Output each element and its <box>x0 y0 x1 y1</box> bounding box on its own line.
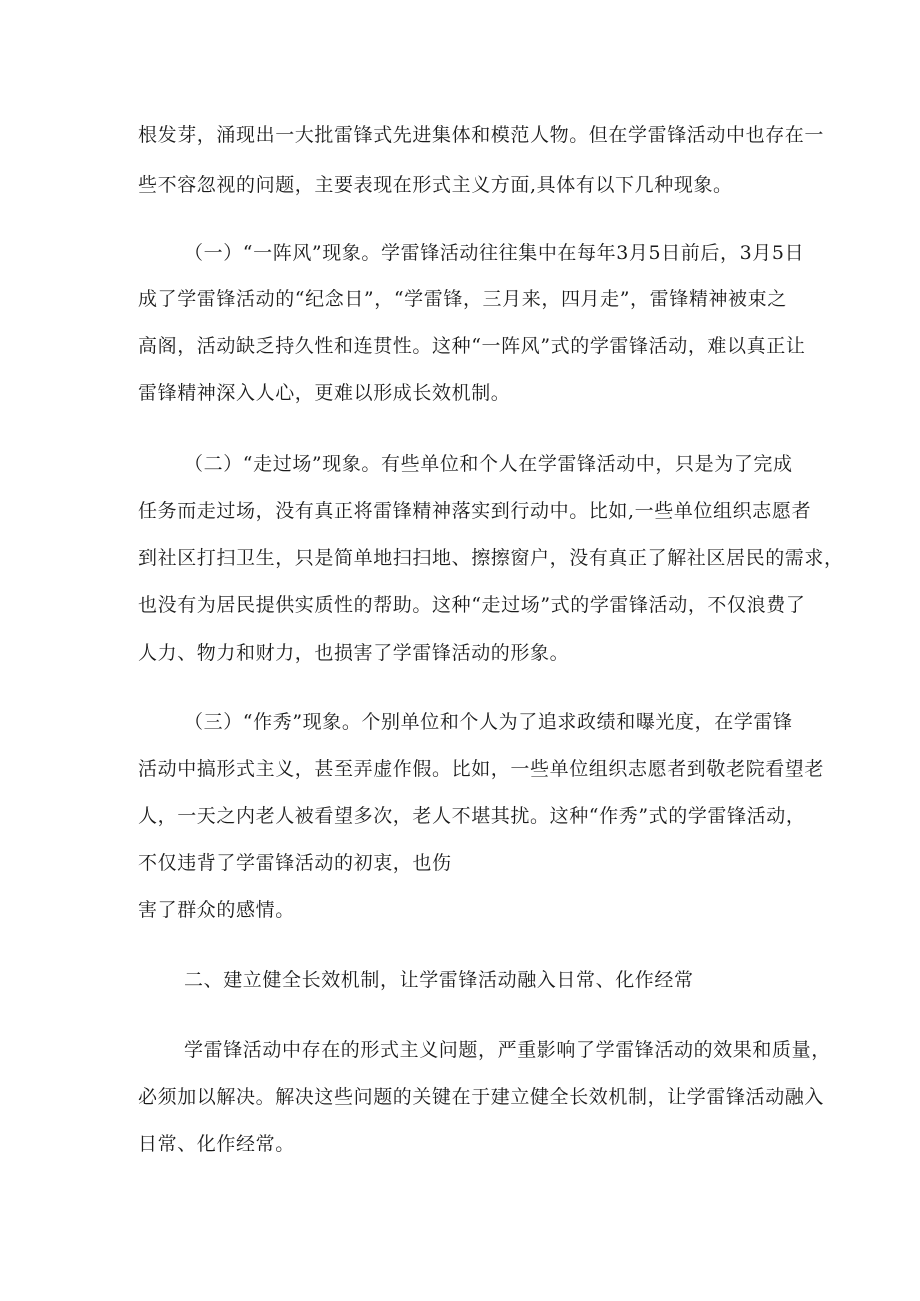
section-heading: 二、建立健全长效机制，让学雷锋活动融入日常、化作经常 <box>184 969 694 991</box>
paragraph-four-line-3: 日常、化作经常。 <box>138 1133 295 1155</box>
paragraph-two-line-1: （二）“走过场”现象。有些单位和个人在学雷锋活动中，只是为了完成 <box>184 453 793 475</box>
paragraph-intro-line-2: 些不容忽视的问题，主要表现在形式主义方面,具体有以下几种现象。 <box>138 174 733 196</box>
paragraph-three-line-3: 人，一天之内老人被看望多次，老人不堪其扰。这种“作秀”式的学雷锋活动， <box>138 805 806 827</box>
paragraph-four-line-2: 必须加以解决。解决这些问题的关键在于建立健全长效机制，让学雷锋活动融入 <box>138 1086 825 1108</box>
paragraph-two-line-4: 也没有为居民提供实质性的帮助。这种“走过场”式的学雷锋活动，不仅浪费了 <box>138 594 806 616</box>
paragraph-two-line-5: 人力、物力和财力，也损害了学雷锋活动的形象。 <box>138 642 570 664</box>
paragraph-one-line-4: 雷锋精神深入人心，更难以形成长效机制。 <box>138 382 511 404</box>
paragraph-three-line-5: 害了群众的感情。 <box>138 899 295 921</box>
paragraph-three-line-4: 不仅违背了学雷锋活动的初衷，也伤 <box>138 852 452 874</box>
paragraph-intro-line-1: 根发芽，涌现出一大批雷锋式先进集体和模范人物。但在学雷锋活动中也存在一 <box>138 124 825 146</box>
paragraph-three-line-2: 活动中搞形式主义，甚至弄虚作假。比如，一些单位组织志愿者到敬老院看望老 <box>138 758 825 780</box>
paragraph-one-line-1: （一）“一阵风”现象。学雷锋活动往往集中在每年3月5日前后，3月5日 <box>184 242 805 264</box>
paragraph-three-line-1: （三）“作秀”现象。个别单位和个人为了追求政绩和曝光度，在学雷锋 <box>184 711 793 733</box>
paragraph-four-line-1: 学雷锋活动中存在的形式主义问题，严重影响了学雷锋活动的效果和质量， <box>184 1039 831 1061</box>
paragraph-two-line-2: 任务而走过场，没有真正将雷锋精神落实到行动中。比如,一些单位组织志愿者 <box>138 500 812 522</box>
paragraph-one-line-2: 成了学雷锋活动的“纪念日”，“学雷锋，三月来，四月走”，雷锋精神被束之 <box>138 288 787 310</box>
paragraph-one-line-3: 高阁，活动缺乏持久性和连贯性。这种“一阵风”式的学雷锋活动，难以真正让 <box>138 335 806 357</box>
paragraph-two-line-3: 到社区打扫卫生，只是简单地扫扫地、擦擦窗户，没有真正了解社区居民的需求， <box>138 547 844 569</box>
